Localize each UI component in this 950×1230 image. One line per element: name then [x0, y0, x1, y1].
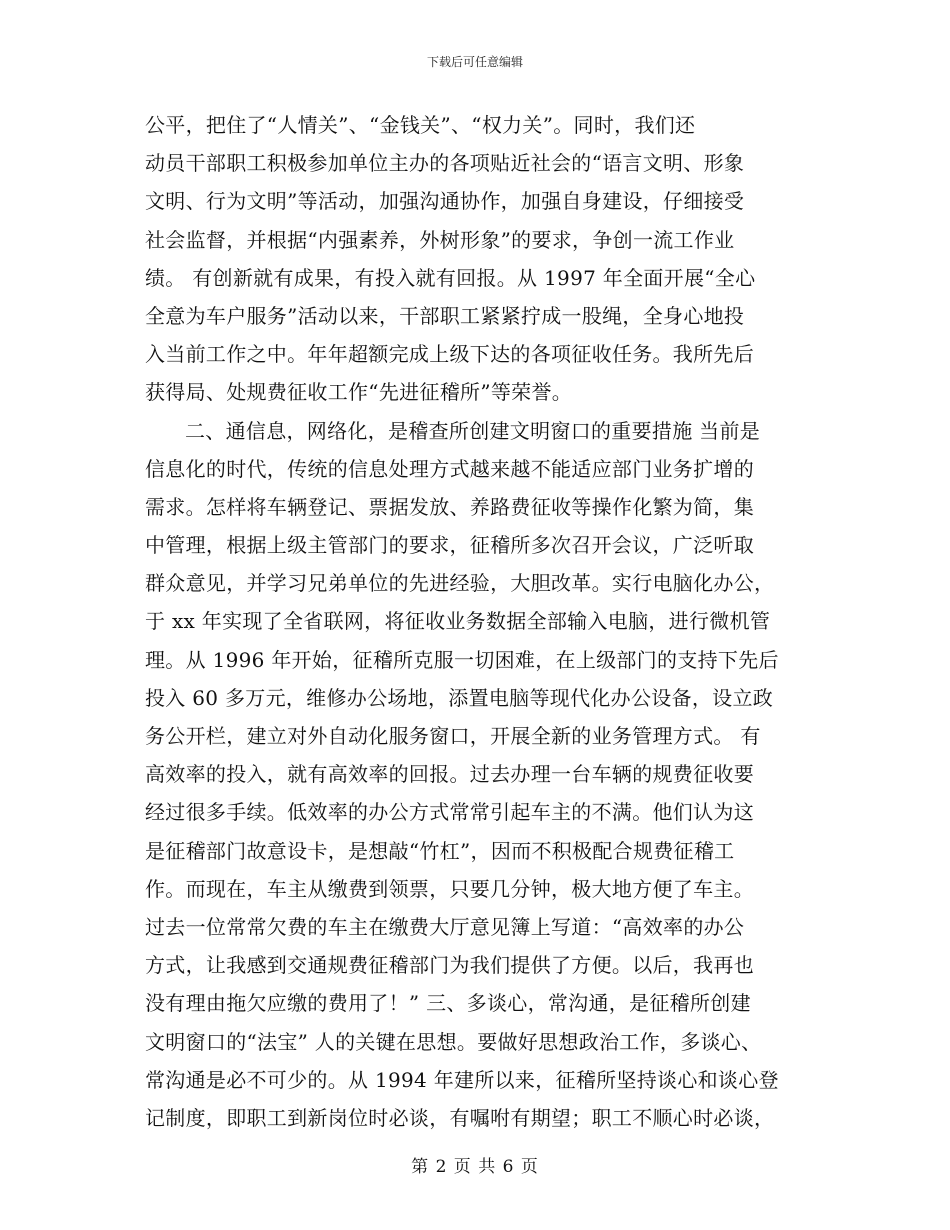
- text-line: 公平，把住了“人情关”、“金钱关”、“权力关”。同时，我们还: [145, 113, 696, 137]
- text-line: 高效率的投入，就有高效率的回报。过去办理一台车辆的规费征收要: [145, 762, 754, 787]
- text-line: 没有理由拖欠应缴的费用了！” 三、多谈心，常沟通，是征稽所创建: [145, 991, 751, 1016]
- text-line: 信息化的时代，传统的信息处理方式越来越不能适应部门业务扩增的: [145, 456, 754, 481]
- text-line: 理。从 1996 年开始，征稽所克服一切困难，在上级部门的支持下先后: [145, 647, 779, 672]
- paragraph-start-line: 二、通信息，网络化，是稽查所创建文明窗口的重要措施 当前是: [185, 418, 761, 443]
- text-line: 于 xx 年实现了全省联网，将征收业务数据全部输入电脑，进行微机管: [145, 609, 771, 634]
- text-line: 记制度，即职工到新岗位时必谈，有嘱咐有期望；职工不顺心时必谈，: [145, 1105, 775, 1130]
- text-line: 文明窗口的“法宝” 人的关键在思想。要做好思想政治工作，多谈心、: [145, 1029, 762, 1054]
- text-line: 务公开栏，建立对外自动化服务窗口，开展全新的业务管理方式。 有: [145, 724, 761, 748]
- text-line: 是征稽部门故意设卡，是想敲“竹杠”，因而不积极配合规费征稽工: [145, 838, 735, 863]
- text-line: 投入 60 多万元，维修办公场地，添置电脑等现代化办公设备，设立政: [145, 685, 774, 710]
- text-line: 群众意见，并学习兄弟单位的先进经验，大胆改革。实行电脑化办公，: [145, 571, 775, 596]
- text-line: 中管理，根据上级主管部门的要求，征稽所多次召开会议，广泛听取: [145, 533, 754, 558]
- text-line: 动员干部职工积极参加单位主办的各项贴近社会的“语言文明、形象: [145, 151, 745, 176]
- text-line: 社会监督，并根据“内强素养，外树形象”的要求，争创一流工作业: [145, 227, 735, 252]
- page-header-note: 下载后可任意编辑: [426, 55, 523, 69]
- text-line: 常沟通是必不可少的。从 1994 年建所以来，征稽所坚持谈心和谈心登: [145, 1067, 779, 1092]
- text-line: 文明、行为文明”等活动，加强沟通协作，加强自身建设，仔细接受: [145, 189, 745, 214]
- document-body: [145, 106, 807, 1137]
- text-line: 需求。怎样将车辆登记、票据发放、养路费征收等操作化繁为简，集: [145, 494, 754, 519]
- text-line: 经过很多手续。低效率的办公方式常常引起车主的不满。他们认为这: [145, 800, 754, 825]
- text-line: 获得局、处规费征收工作“先进征稽所”等荣誉。: [145, 380, 573, 405]
- text-line: 绩。 有创新就有成果，有投入就有回报。从 1997 年全面开展“全心: [145, 265, 756, 290]
- text-line: 入当前工作之中。年年超额完成上级下达的各项征收任务。我所先后: [145, 342, 754, 367]
- page-number-footer: 第 2 页 共 6 页: [411, 1157, 539, 1177]
- text-line: 过去一位常常欠费的车主在缴费大厅意见簿上写道：“高效率的办公: [145, 914, 745, 939]
- text-line: 全意为车户服务”活动以来，干部职工紧紧拧成一股绳，全身心地投: [145, 303, 745, 328]
- text-line: 作。而现在，车主从缴费到领票，只要几分钟，极大地方便了车主。: [145, 876, 754, 901]
- text-line: 方式，让我感到交通规费征稽部门为我们提供了方便。以后，我再也: [145, 953, 754, 978]
